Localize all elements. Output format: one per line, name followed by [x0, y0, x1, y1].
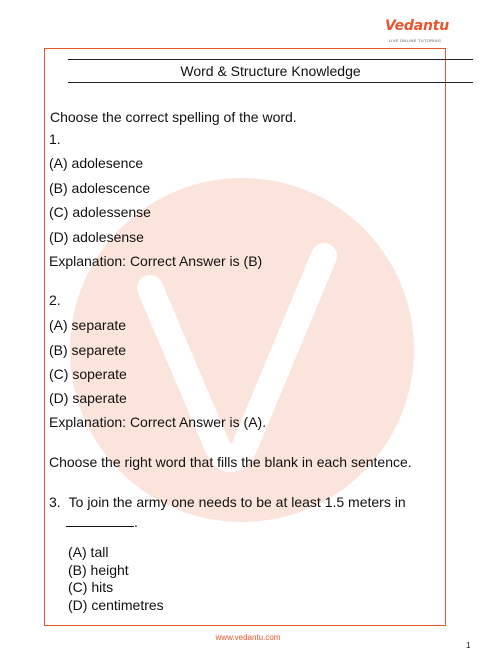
question-3-option-c: (C) hits — [68, 579, 114, 595]
title-rule-top — [68, 59, 473, 60]
question-1-option-a: (A) adolesence — [49, 155, 144, 171]
page-title: Word & Structure Knowledge — [180, 63, 361, 79]
question-3-blank-suffix: . — [134, 514, 138, 530]
question-2-option-b: (B) separete — [49, 342, 127, 358]
section1-instruction: Choose the correct spelling of the word. — [50, 109, 297, 125]
question-1-option-d: (D) adolesense — [49, 229, 144, 245]
question-1-option-b: (B) adolescence — [49, 180, 151, 196]
question-2-option-d: (D) saperate — [49, 390, 127, 406]
section2-instruction: Choose the right word that fills the blank in each sentence. — [49, 454, 412, 470]
logo-tagline: LIVE ONLINE TUTORING — [388, 38, 442, 43]
question-3-option-a: (A) tall — [68, 544, 109, 560]
question-1-number: 1. — [49, 131, 61, 147]
question-3-text: To join the army one needs to be at least 1.5 meters in — [68, 494, 406, 510]
footer-url: www.vedantu.com — [215, 633, 281, 642]
question-2-explanation: Explanation: Correct Answer is (A). — [49, 414, 267, 430]
question-1-option-c: (C) adolessense — [49, 204, 151, 220]
vedantu-logo — [385, 18, 450, 48]
question-2-option-c: (C) soperate — [49, 366, 127, 382]
logo-brand-name: Vedantu — [385, 18, 450, 34]
question-1-explanation: Explanation: Correct Answer is (B) — [49, 253, 263, 269]
title-rule-bottom — [68, 82, 473, 83]
question-3-blank — [66, 513, 134, 527]
question-3-option-d: (D) centimetres — [68, 597, 164, 613]
question-3-option-b: (B) height — [68, 562, 129, 578]
question-2-number: 2. — [49, 292, 61, 308]
page-number: 1 — [466, 641, 471, 650]
question-3 — [49, 492, 434, 532]
question-2-option-a: (A) separate — [49, 317, 127, 333]
question-3-number: 3. — [49, 494, 61, 510]
